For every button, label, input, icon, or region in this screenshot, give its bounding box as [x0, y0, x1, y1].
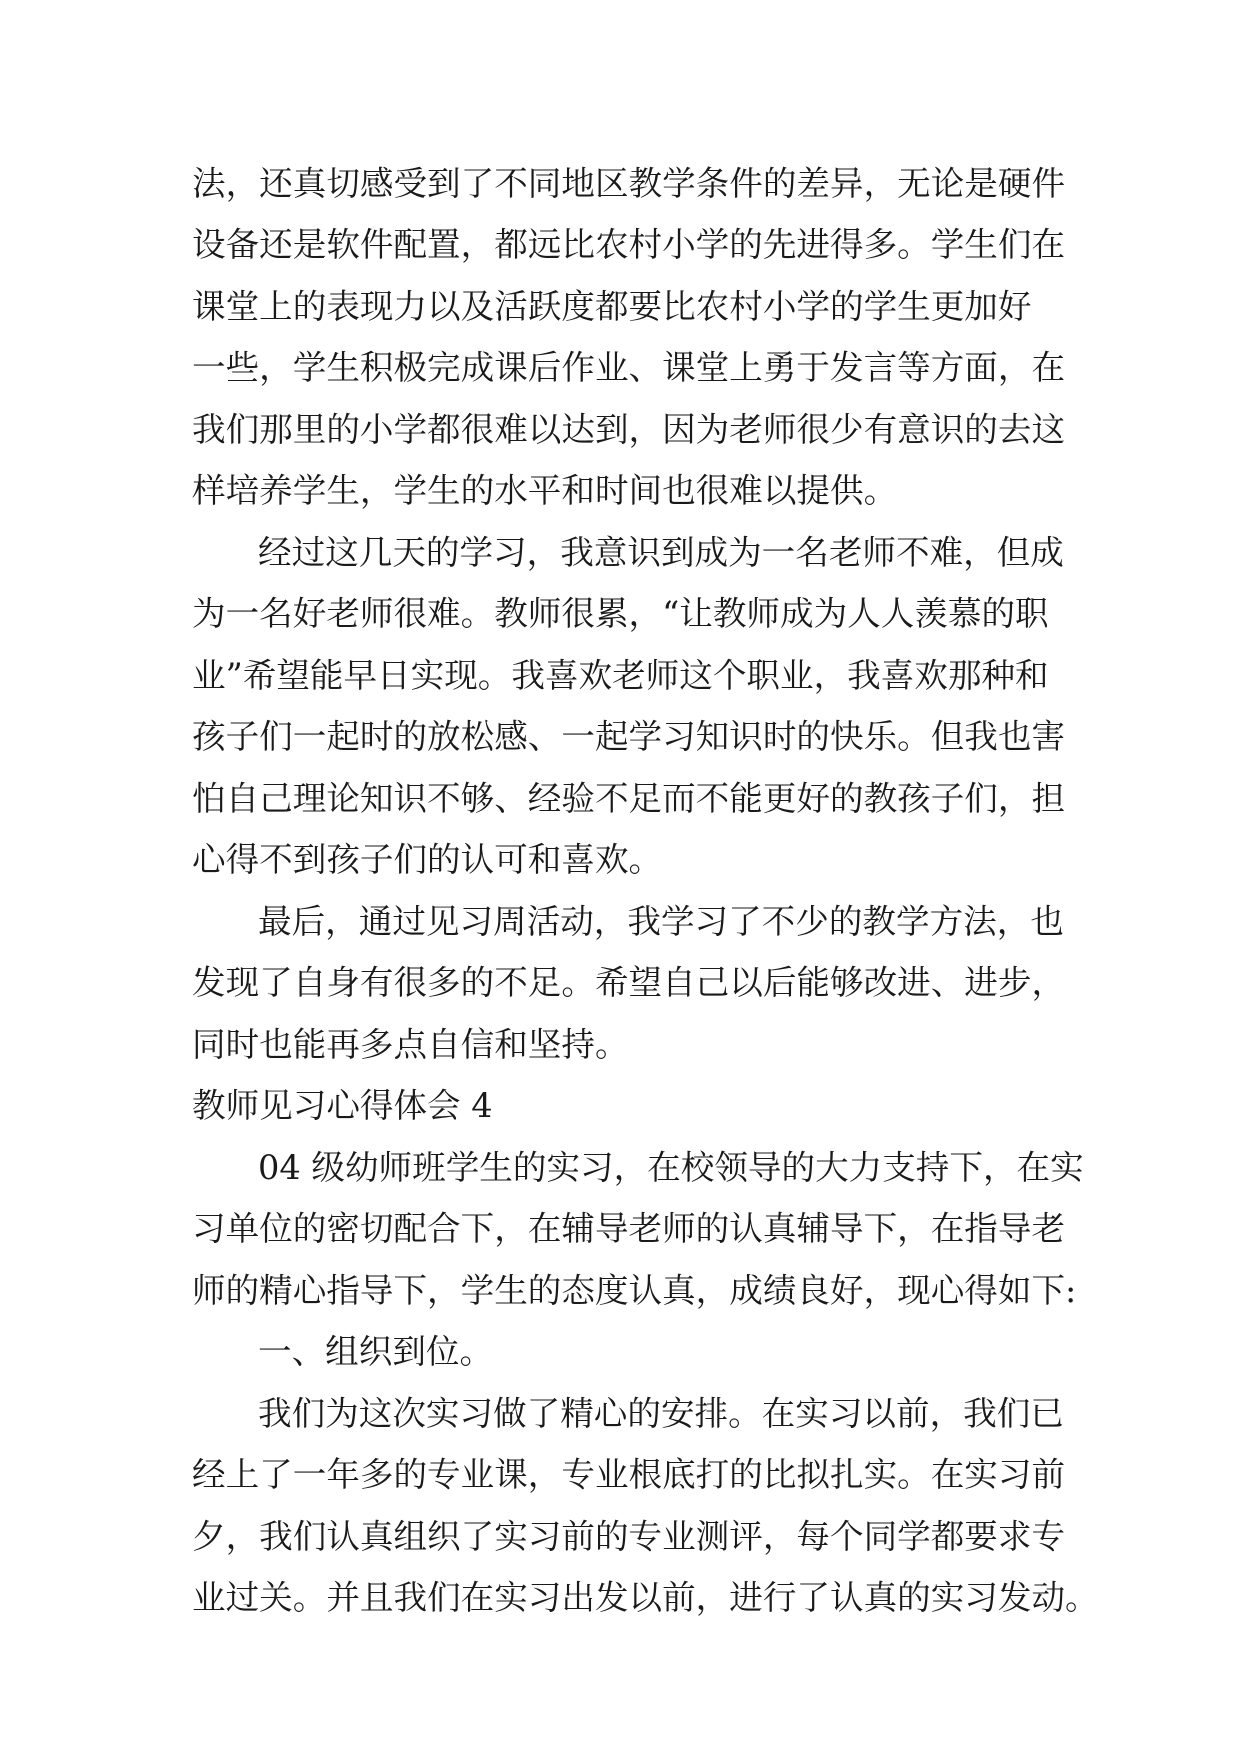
text-line: 习单位的密切配合下，在辅导老师的认真辅导下，在指导老 — [192, 1209, 1066, 1248]
section-heading: 教师见习心得体会 4 — [192, 1086, 493, 1125]
text-line: 课堂上的表现力以及活跃度都要比农村小学的学生更加好 — [192, 287, 1032, 326]
text-line: 为一名好老师很难。教师很累，“让教师成为人人羡慕的职 — [192, 594, 1049, 633]
text-line: 业”希望能早日实现。我喜欢老师这个职业，我喜欢那种和 — [192, 656, 1049, 695]
text-line: 法，还真切感受到了不同地区教学条件的差异，无论是硬件 — [192, 164, 1066, 203]
text-line: 孩子们一起时的放松感、一起学习知识时的快乐。但我也害 — [192, 717, 1066, 756]
text-line: 设备还是软件配置，都远比农村小学的先进得多。学生们在 — [192, 225, 1066, 264]
text-line: 怕自己理论知识不够、经验不足而不能更好的教孩子们，担 — [192, 779, 1066, 818]
text-line: 业过关。并且我们在实习出发以前，进行了认真的实习发动。 — [192, 1578, 1099, 1617]
text-line: 我们那里的小学都很难以达到，因为老师很少有意识的去这 — [192, 410, 1066, 449]
text-line: 发现了自身有很多的不足。希望自己以后能够改进、进步， — [192, 963, 1066, 1002]
text-line: 我们为这次实习做了精心的安排。在实习以前，我们已 — [258, 1394, 1064, 1433]
text-line: 04 级幼师班学生的实习，在校领导的大力支持下，在实 — [258, 1148, 1084, 1187]
text-line: 同时也能再多点自信和坚持。 — [192, 1025, 629, 1064]
text-line: 经上了一年多的专业课，专业根底打的比拟扎实。在实习前 — [192, 1455, 1066, 1494]
text-line: 心得不到孩子们的认可和喜欢。 — [192, 840, 663, 879]
text-line: 师的精心指导下，学生的态度认真，成绩良好，现心得如下: — [192, 1271, 1077, 1310]
text-line: 夕，我们认真组织了实习前的专业测评，每个同学都要求专 — [192, 1517, 1066, 1556]
text-line: 一些，学生积极完成课后作业、课堂上勇于发言等方面，在 — [192, 348, 1066, 387]
text-line: 样培养学生，学生的水平和时间也很难以提供。 — [192, 471, 898, 510]
text-line: 最后，通过见习周活动，我学习了不少的教学方法，也 — [258, 902, 1064, 941]
text-line: 经过这几天的学习，我意识到成为一名老师不难，但成 — [258, 533, 1064, 572]
text-line: 一、组织到位。 — [258, 1332, 494, 1371]
